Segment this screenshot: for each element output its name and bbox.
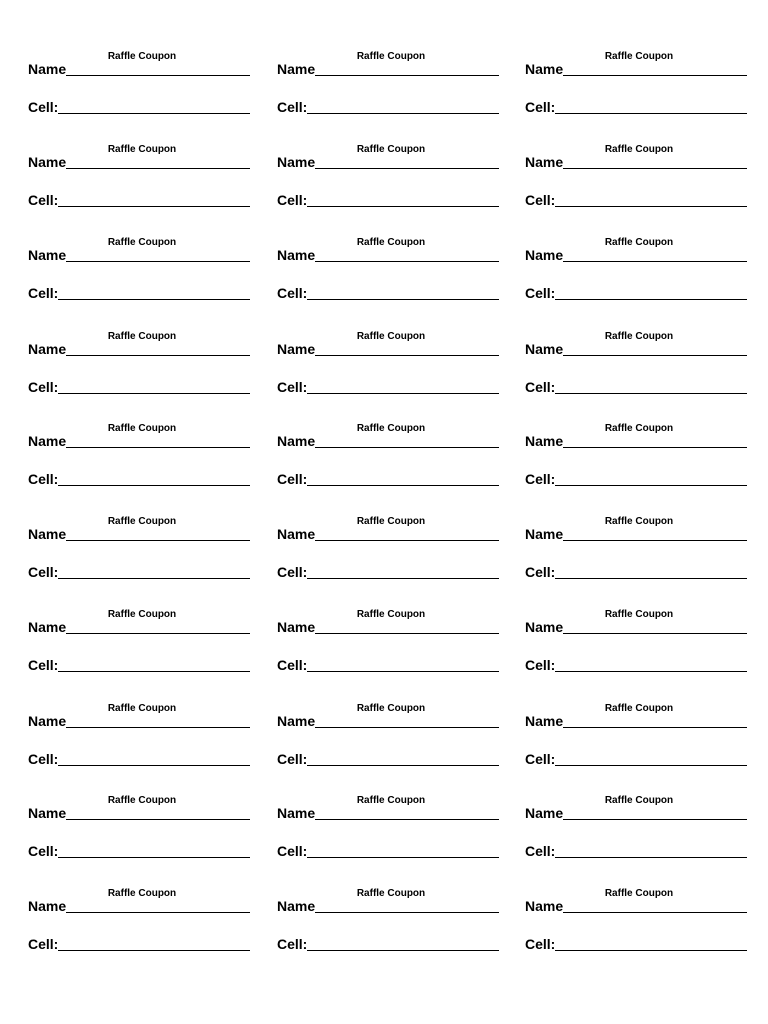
cell-field-row	[28, 379, 250, 395]
coupon-title: Raffle Coupon	[604, 144, 674, 155]
cell-label: Cell:	[525, 192, 556, 208]
name-blank-field[interactable]	[563, 355, 747, 356]
cell-field-row	[525, 192, 747, 208]
cell-label: Cell:	[28, 471, 59, 487]
name-field-row	[525, 526, 747, 542]
name-label: Name	[277, 805, 316, 821]
cell-field-row	[28, 751, 250, 767]
name-label: Name	[28, 619, 67, 635]
cell-field-row	[525, 751, 747, 767]
cell-blank-field[interactable]	[307, 765, 499, 766]
name-field-row	[525, 898, 747, 914]
cell-field-row	[28, 99, 250, 115]
raffle-coupon	[525, 237, 747, 317]
name-field-row	[525, 805, 747, 821]
name-field-row	[28, 619, 250, 635]
name-field-row	[277, 341, 499, 357]
name-label: Name	[28, 898, 67, 914]
cell-field-row	[525, 379, 747, 395]
raffle-coupon	[525, 144, 747, 224]
cell-field-row	[277, 471, 499, 487]
name-field-row	[525, 713, 747, 729]
coupon-title: Raffle Coupon	[356, 423, 426, 434]
coupon-title: Raffle Coupon	[604, 237, 674, 248]
cell-blank-field[interactable]	[307, 485, 499, 486]
cell-blank-field[interactable]	[307, 113, 499, 114]
name-field-row	[277, 526, 499, 542]
cell-field-row	[277, 285, 499, 301]
cell-blank-field[interactable]	[555, 299, 747, 300]
name-field-row	[277, 247, 499, 263]
cell-blank-field[interactable]	[307, 578, 499, 579]
name-field-row	[28, 898, 250, 914]
coupon-title: Raffle Coupon	[356, 888, 426, 899]
name-blank-field[interactable]	[315, 633, 499, 634]
name-blank-field[interactable]	[315, 540, 499, 541]
cell-label: Cell:	[277, 657, 308, 673]
name-field-row	[277, 619, 499, 635]
cell-field-row	[525, 471, 747, 487]
cell-label: Cell:	[525, 285, 556, 301]
name-blank-field[interactable]	[563, 727, 747, 728]
cell-blank-field[interactable]	[58, 857, 250, 858]
name-field-row	[525, 341, 747, 357]
raffle-coupon	[525, 51, 747, 131]
coupon-title: Raffle Coupon	[604, 331, 674, 342]
name-label: Name	[525, 341, 564, 357]
cell-label: Cell:	[28, 657, 59, 673]
cell-label: Cell:	[525, 843, 556, 859]
name-label: Name	[525, 805, 564, 821]
coupon-title: Raffle Coupon	[107, 609, 177, 620]
cell-label: Cell:	[525, 379, 556, 395]
coupon-title: Raffle Coupon	[107, 795, 177, 806]
cell-blank-field[interactable]	[555, 857, 747, 858]
raffle-coupon	[28, 609, 250, 689]
coupon-title: Raffle Coupon	[107, 144, 177, 155]
cell-field-row	[28, 936, 250, 952]
cell-label: Cell:	[525, 564, 556, 580]
cell-field-row	[277, 751, 499, 767]
cell-blank-field[interactable]	[555, 950, 747, 951]
raffle-coupon	[28, 51, 250, 131]
coupon-title: Raffle Coupon	[107, 516, 177, 527]
cell-label: Cell:	[28, 192, 59, 208]
name-blank-field[interactable]	[563, 261, 747, 262]
name-label: Name	[28, 61, 67, 77]
name-blank-field[interactable]	[66, 819, 250, 820]
cell-blank-field[interactable]	[555, 113, 747, 114]
cell-field-row	[525, 843, 747, 859]
cell-blank-field[interactable]	[58, 299, 250, 300]
raffle-coupon	[525, 331, 747, 411]
name-blank-field[interactable]	[66, 75, 250, 76]
raffle-coupon	[28, 703, 250, 783]
name-blank-field[interactable]	[563, 168, 747, 169]
name-label: Name	[525, 898, 564, 914]
cell-label: Cell:	[28, 379, 59, 395]
cell-field-row	[525, 657, 747, 673]
coupon-title: Raffle Coupon	[604, 703, 674, 714]
coupon-title: Raffle Coupon	[107, 703, 177, 714]
name-field-row	[277, 805, 499, 821]
cell-label: Cell:	[525, 657, 556, 673]
name-blank-field[interactable]	[66, 261, 250, 262]
raffle-coupon	[28, 331, 250, 411]
raffle-coupon	[525, 423, 747, 503]
cell-label: Cell:	[28, 936, 59, 952]
cell-blank-field[interactable]	[58, 765, 250, 766]
coupon-title: Raffle Coupon	[356, 144, 426, 155]
raffle-coupon	[28, 144, 250, 224]
raffle-coupon	[277, 516, 499, 596]
name-field-row	[28, 805, 250, 821]
name-field-row	[28, 247, 250, 263]
name-label: Name	[525, 619, 564, 635]
name-blank-field[interactable]	[315, 447, 499, 448]
name-blank-field[interactable]	[66, 633, 250, 634]
coupon-title: Raffle Coupon	[356, 795, 426, 806]
name-label: Name	[277, 247, 316, 263]
coupon-title: Raffle Coupon	[604, 423, 674, 434]
name-field-row	[525, 619, 747, 635]
cell-blank-field[interactable]	[307, 299, 499, 300]
name-label: Name	[525, 154, 564, 170]
raffle-coupon	[525, 609, 747, 689]
cell-blank-field[interactable]	[307, 950, 499, 951]
cell-blank-field[interactable]	[58, 950, 250, 951]
name-blank-field[interactable]	[66, 727, 250, 728]
name-blank-field[interactable]	[315, 819, 499, 820]
name-label: Name	[277, 341, 316, 357]
raffle-coupon	[525, 888, 747, 968]
coupon-title: Raffle Coupon	[604, 795, 674, 806]
coupon-title: Raffle Coupon	[356, 237, 426, 248]
name-blank-field[interactable]	[66, 168, 250, 169]
name-blank-field[interactable]	[563, 819, 747, 820]
cell-label: Cell:	[525, 99, 556, 115]
coupon-title: Raffle Coupon	[604, 888, 674, 899]
cell-blank-field[interactable]	[555, 671, 747, 672]
cell-label: Cell:	[277, 192, 308, 208]
name-blank-field[interactable]	[315, 261, 499, 262]
raffle-coupon	[277, 51, 499, 131]
raffle-coupon	[277, 609, 499, 689]
coupon-title: Raffle Coupon	[356, 516, 426, 527]
raffle-coupon	[525, 795, 747, 875]
name-field-row	[277, 433, 499, 449]
cell-field-row	[28, 564, 250, 580]
name-field-row	[28, 713, 250, 729]
cell-blank-field[interactable]	[58, 393, 250, 394]
name-label: Name	[277, 898, 316, 914]
name-field-row	[28, 433, 250, 449]
cell-blank-field[interactable]	[555, 765, 747, 766]
coupon-title: Raffle Coupon	[604, 516, 674, 527]
name-blank-field[interactable]	[563, 540, 747, 541]
name-label: Name	[28, 713, 67, 729]
name-label: Name	[28, 247, 67, 263]
cell-label: Cell:	[28, 564, 59, 580]
name-label: Name	[525, 61, 564, 77]
cell-field-row	[277, 936, 499, 952]
cell-field-row	[525, 564, 747, 580]
name-field-row	[28, 61, 250, 77]
raffle-coupon	[525, 516, 747, 596]
coupon-title: Raffle Coupon	[107, 51, 177, 62]
cell-blank-field[interactable]	[58, 113, 250, 114]
cell-label: Cell:	[28, 843, 59, 859]
name-label: Name	[525, 713, 564, 729]
coupon-title: Raffle Coupon	[356, 331, 426, 342]
name-field-row	[28, 341, 250, 357]
cell-field-row	[277, 657, 499, 673]
name-label: Name	[277, 154, 316, 170]
raffle-coupon	[28, 237, 250, 317]
cell-field-row	[277, 843, 499, 859]
cell-field-row	[277, 192, 499, 208]
raffle-coupon	[28, 888, 250, 968]
name-field-row	[277, 898, 499, 914]
cell-label: Cell:	[277, 285, 308, 301]
cell-field-row	[277, 379, 499, 395]
name-blank-field[interactable]	[563, 912, 747, 913]
cell-label: Cell:	[277, 751, 308, 767]
name-label: Name	[277, 526, 316, 542]
coupon-title: Raffle Coupon	[356, 51, 426, 62]
raffle-coupon	[277, 703, 499, 783]
cell-blank-field[interactable]	[555, 206, 747, 207]
name-label: Name	[28, 341, 67, 357]
cell-field-row	[277, 564, 499, 580]
name-blank-field[interactable]	[563, 447, 747, 448]
name-label: Name	[277, 713, 316, 729]
name-label: Name	[277, 61, 316, 77]
cell-field-row	[28, 285, 250, 301]
name-label: Name	[525, 526, 564, 542]
name-blank-field[interactable]	[315, 912, 499, 913]
cell-field-row	[525, 936, 747, 952]
name-field-row	[28, 154, 250, 170]
name-label: Name	[525, 247, 564, 263]
name-field-row	[525, 154, 747, 170]
name-field-row	[277, 61, 499, 77]
name-field-row	[525, 433, 747, 449]
cell-blank-field[interactable]	[307, 393, 499, 394]
name-field-row	[28, 526, 250, 542]
cell-label: Cell:	[28, 99, 59, 115]
name-label: Name	[28, 805, 67, 821]
cell-label: Cell:	[525, 471, 556, 487]
name-blank-field[interactable]	[563, 633, 747, 634]
cell-blank-field[interactable]	[58, 485, 250, 486]
coupon-title: Raffle Coupon	[356, 609, 426, 620]
name-blank-field[interactable]	[66, 540, 250, 541]
raffle-coupon	[28, 795, 250, 875]
raffle-coupon	[28, 516, 250, 596]
name-blank-field[interactable]	[315, 727, 499, 728]
name-field-row	[525, 61, 747, 77]
cell-field-row	[28, 471, 250, 487]
cell-label: Cell:	[28, 285, 59, 301]
cell-blank-field[interactable]	[58, 578, 250, 579]
coupon-title: Raffle Coupon	[356, 703, 426, 714]
name-blank-field[interactable]	[563, 75, 747, 76]
name-blank-field[interactable]	[315, 75, 499, 76]
cell-field-row	[277, 99, 499, 115]
raffle-coupon	[277, 795, 499, 875]
cell-label: Cell:	[277, 99, 308, 115]
cell-label: Cell:	[277, 379, 308, 395]
cell-blank-field[interactable]	[555, 485, 747, 486]
coupon-title: Raffle Coupon	[107, 888, 177, 899]
cell-field-row	[28, 192, 250, 208]
name-field-row	[277, 713, 499, 729]
raffle-coupon	[28, 423, 250, 503]
name-field-row	[277, 154, 499, 170]
cell-label: Cell:	[277, 564, 308, 580]
cell-label: Cell:	[277, 471, 308, 487]
coupon-title: Raffle Coupon	[107, 423, 177, 434]
coupon-title: Raffle Coupon	[604, 609, 674, 620]
cell-field-row	[28, 843, 250, 859]
cell-field-row	[525, 285, 747, 301]
coupon-title: Raffle Coupon	[107, 331, 177, 342]
name-blank-field[interactable]	[66, 447, 250, 448]
name-label: Name	[28, 526, 67, 542]
name-label: Name	[525, 433, 564, 449]
cell-blank-field[interactable]	[555, 578, 747, 579]
coupon-title: Raffle Coupon	[604, 51, 674, 62]
raffle-coupon	[277, 423, 499, 503]
cell-label: Cell:	[277, 936, 308, 952]
raffle-coupon	[277, 888, 499, 968]
name-label: Name	[28, 154, 67, 170]
cell-blank-field[interactable]	[555, 393, 747, 394]
cell-field-row	[28, 657, 250, 673]
name-label: Name	[277, 433, 316, 449]
cell-blank-field[interactable]	[307, 857, 499, 858]
cell-blank-field[interactable]	[58, 671, 250, 672]
raffle-coupon	[525, 703, 747, 783]
name-blank-field[interactable]	[315, 355, 499, 356]
name-blank-field[interactable]	[66, 912, 250, 913]
cell-label: Cell:	[525, 751, 556, 767]
name-blank-field[interactable]	[315, 168, 499, 169]
cell-label: Cell:	[525, 936, 556, 952]
name-label: Name	[277, 619, 316, 635]
name-field-row	[525, 247, 747, 263]
raffle-coupon	[277, 331, 499, 411]
cell-label: Cell:	[28, 751, 59, 767]
name-label: Name	[28, 433, 67, 449]
raffle-coupon	[277, 144, 499, 224]
coupon-title: Raffle Coupon	[107, 237, 177, 248]
cell-blank-field[interactable]	[58, 206, 250, 207]
cell-field-row	[525, 99, 747, 115]
raffle-coupon	[277, 237, 499, 317]
name-blank-field[interactable]	[66, 355, 250, 356]
cell-blank-field[interactable]	[307, 671, 499, 672]
cell-label: Cell:	[277, 843, 308, 859]
cell-blank-field[interactable]	[307, 206, 499, 207]
